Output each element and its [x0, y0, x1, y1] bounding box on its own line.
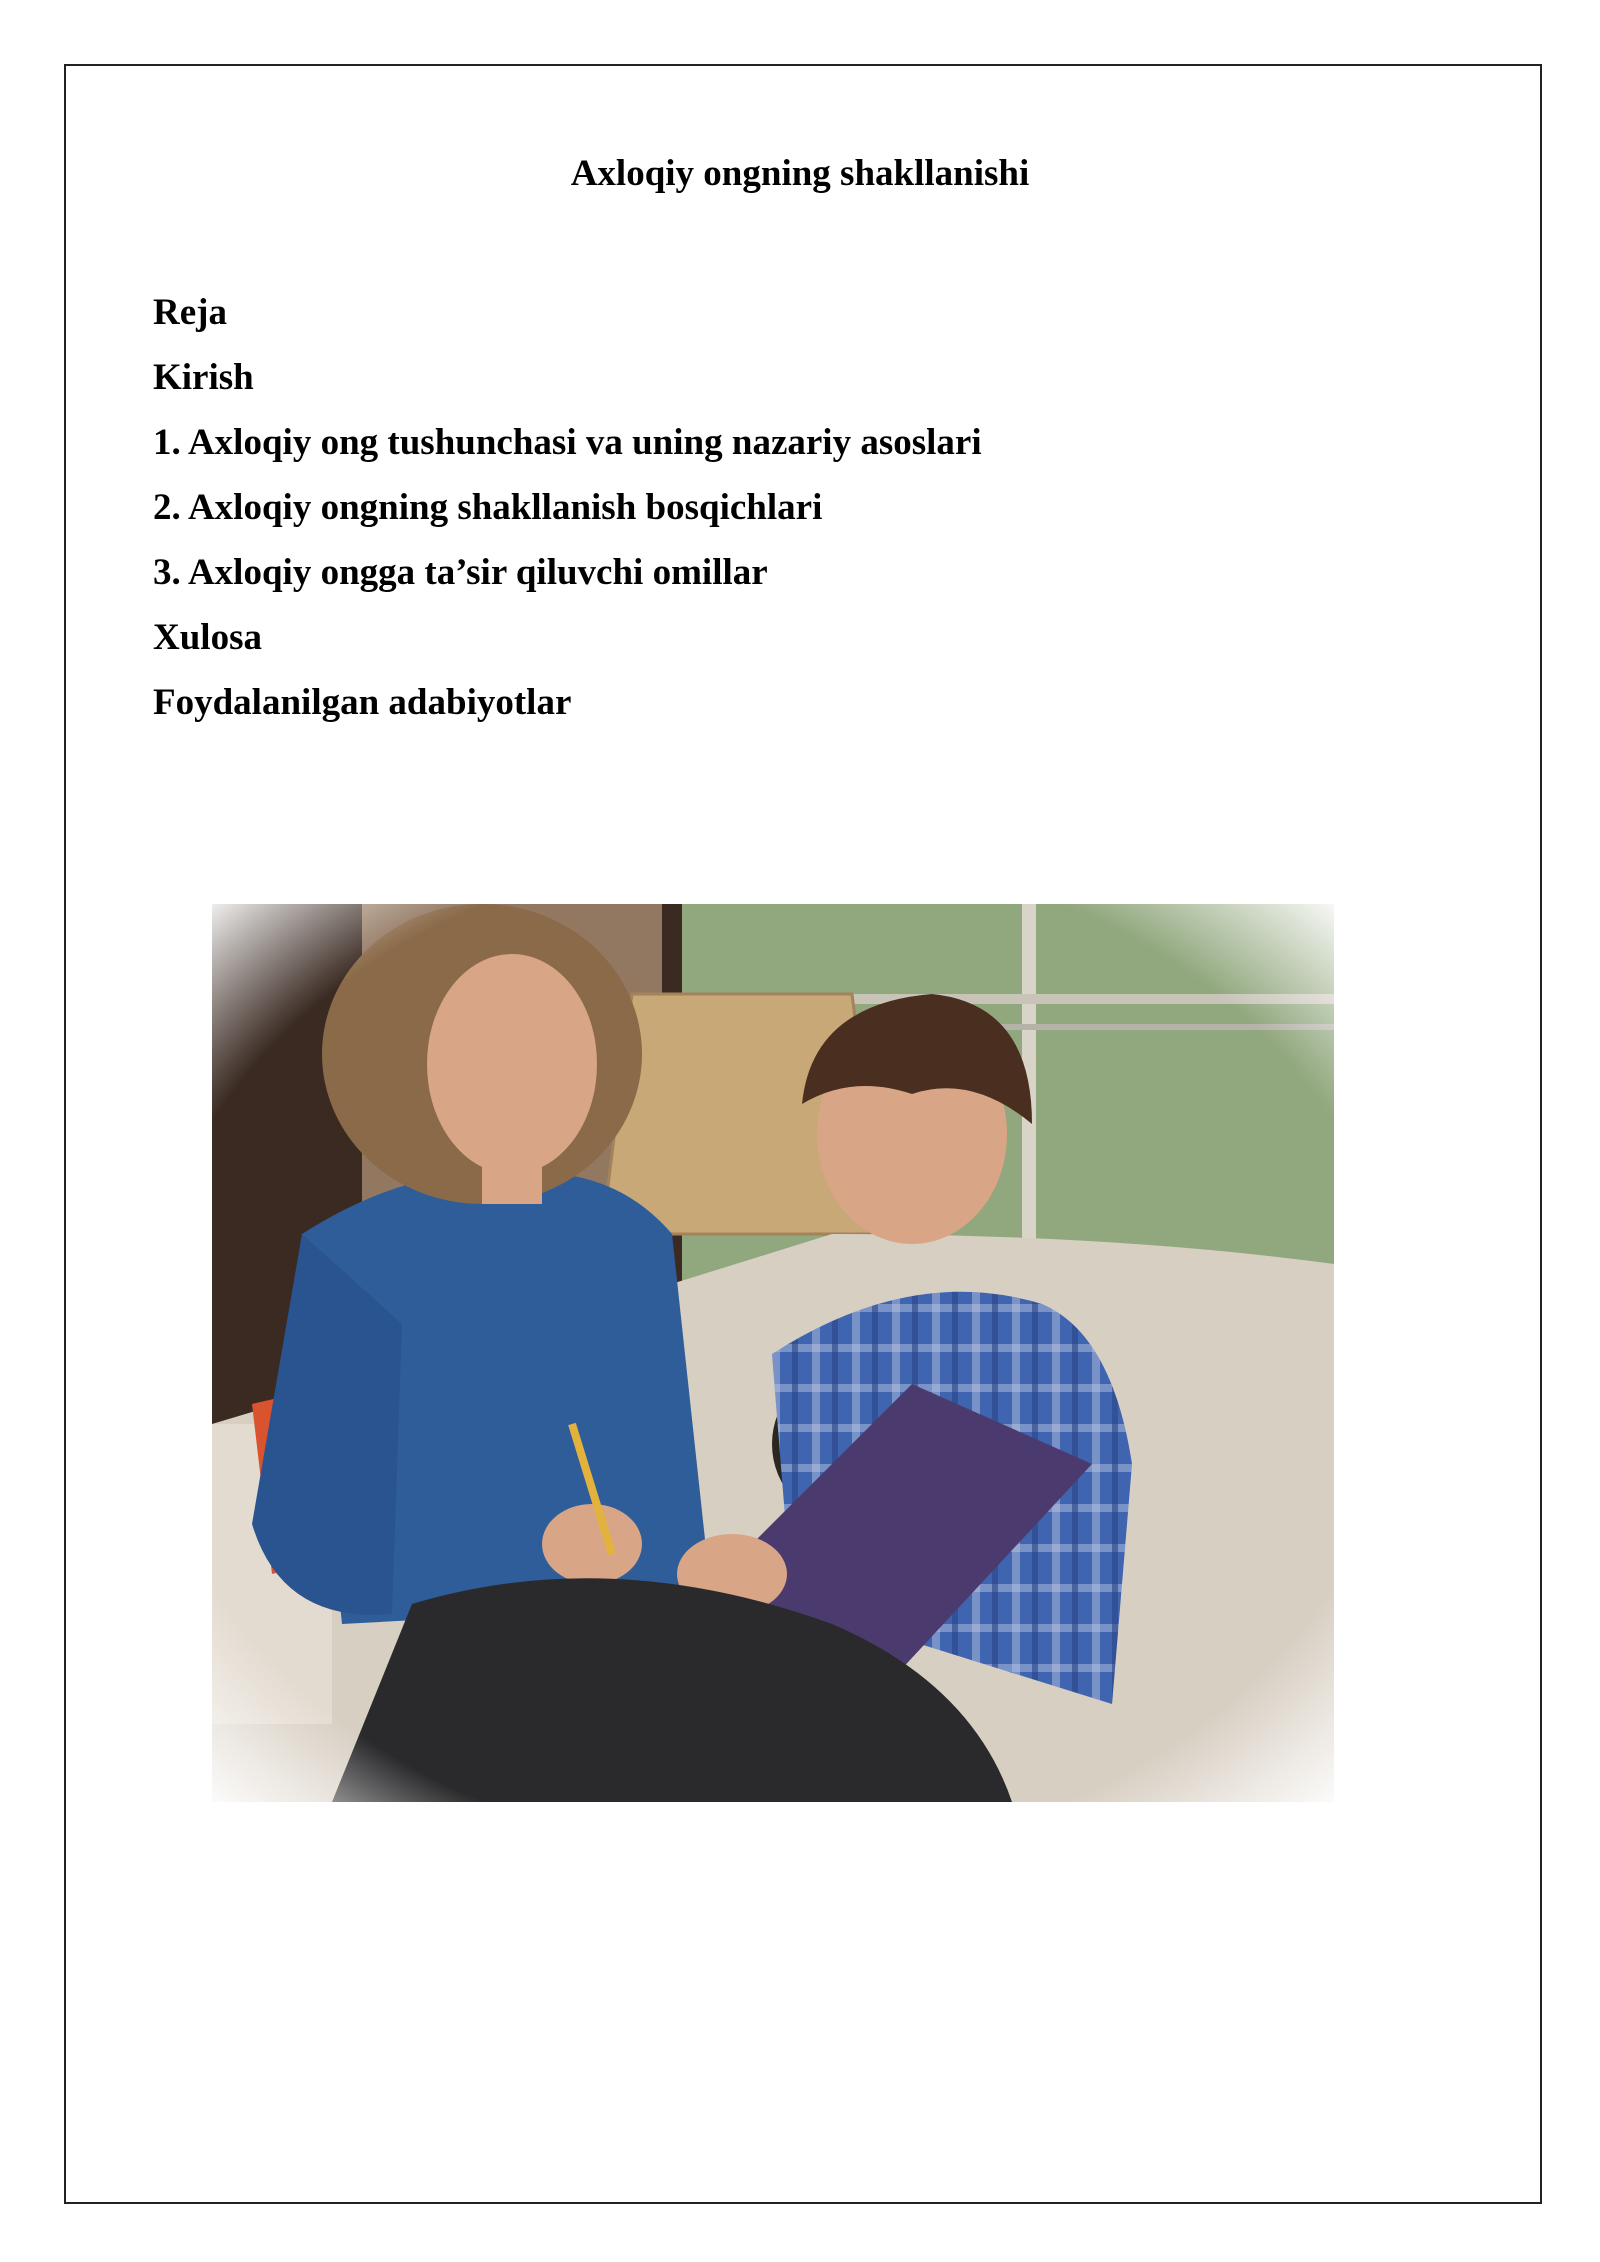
- photo-illustration: [212, 904, 1334, 1802]
- mother-neck-shape: [482, 1154, 542, 1204]
- outline-item-section-2: 2. Axloqiy ongning shakllanish bosqichlari: [153, 487, 823, 528]
- photo-mother-and-son: [212, 904, 1334, 1802]
- mother-hand-shape: [542, 1504, 642, 1584]
- mother-face-shape: [427, 954, 597, 1174]
- outline-item-plan: Reja: [153, 292, 227, 333]
- outline-item-conclusion: Xulosa: [153, 617, 262, 658]
- document-title: Axloqiy ongning shakllanishi: [570, 153, 1030, 194]
- outline-item-references: Foydalanilgan adabiyotlar: [153, 682, 572, 723]
- outline-item-section-1: 1. Axloqiy ong tushunchasi va uning nazariy asoslari: [153, 422, 982, 463]
- plan-outline: [153, 280, 982, 735]
- outline-item-introduction: Kirish: [153, 357, 254, 398]
- outline-item-section-3: 3. Axloqiy ongga ta’sir qiluvchi omillar: [153, 552, 768, 593]
